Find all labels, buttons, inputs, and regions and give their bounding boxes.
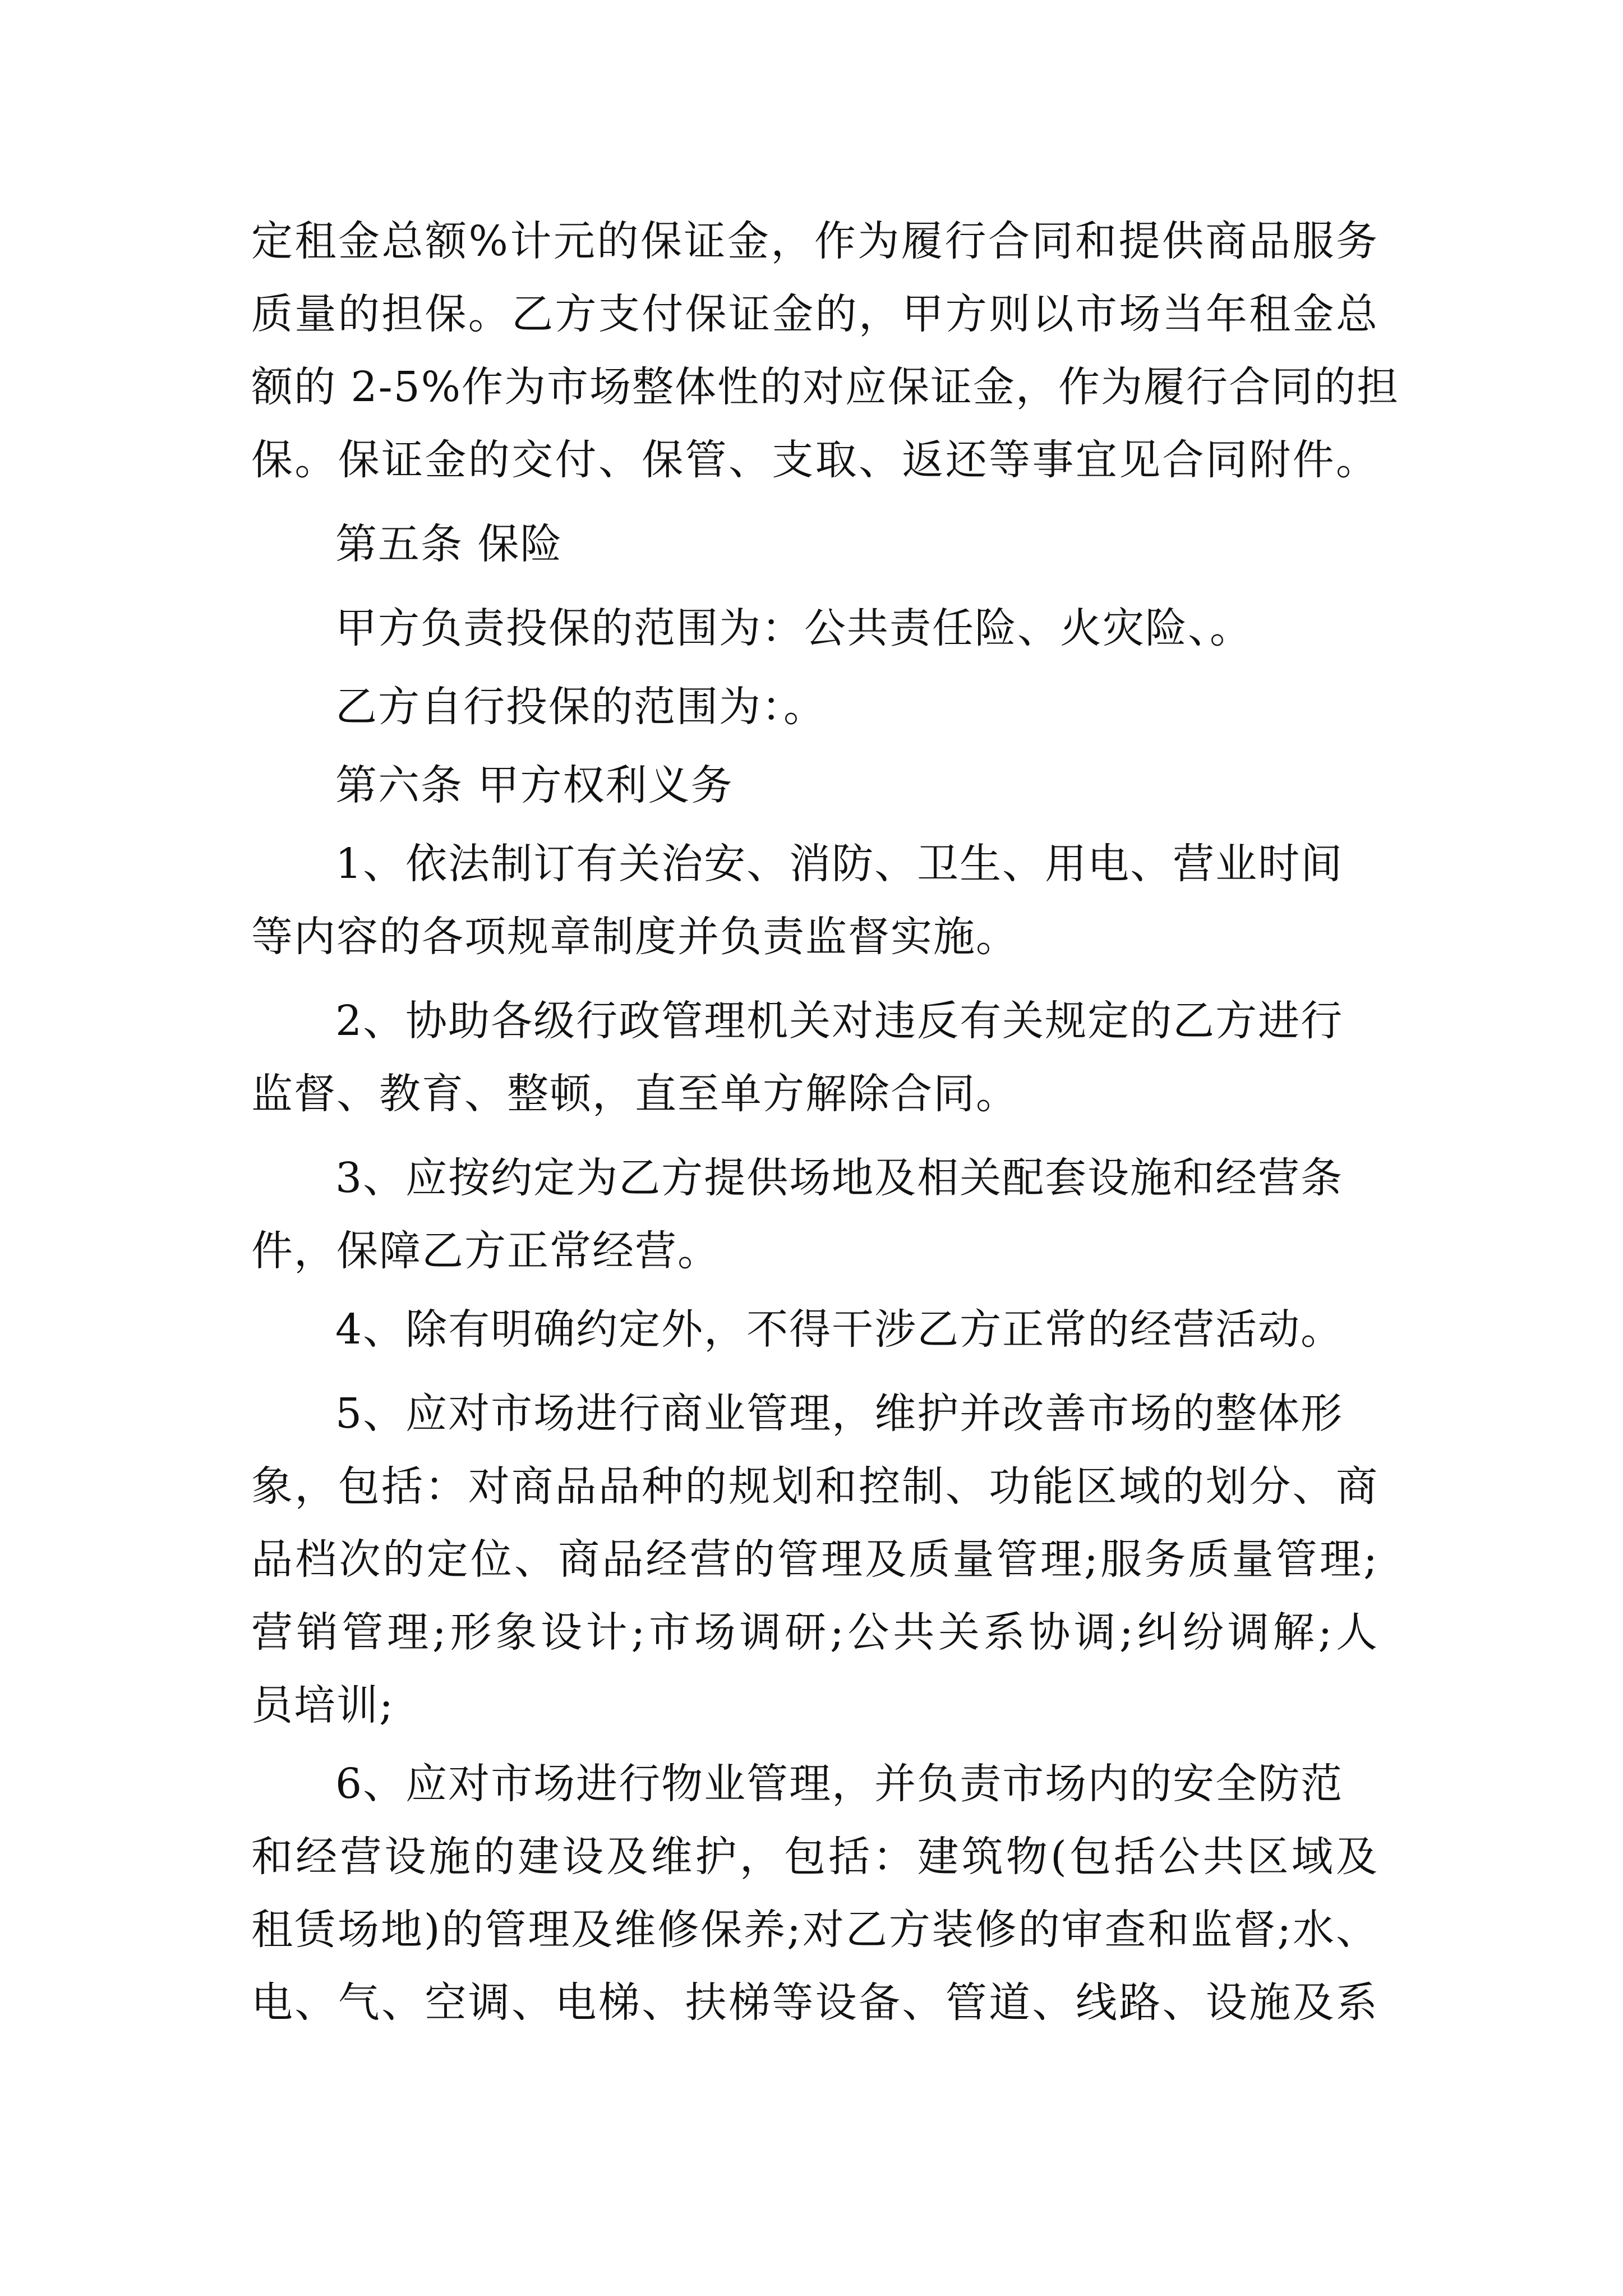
text-line: 象，包括：对商品品种的规划和控制、功能区域的划分、商 (251, 1462, 1378, 1511)
text-line: 3、应按约定为乙方提供场地及相关配套设施和经营条 (335, 1154, 1344, 1202)
section-heading: 第六条 甲方权利义务 (335, 761, 734, 809)
text-line: 电、气、空调、电梯、扶梯等设备、管道、线路、设施及系 (251, 1978, 1378, 2027)
text-line: 保。保证金的交付、保管、支取、返还等事宜见合同附件。 (251, 436, 1378, 484)
text-line: 6、应对市场进行物业管理，并负责市场内的安全防范 (335, 1760, 1344, 1808)
text-line: 和经营设施的建设及维护，包括：建筑物(包括公共区域及 (251, 1833, 1378, 1881)
text-line: 等内容的各项规章制度并负责监督实施。 (251, 913, 1018, 961)
text-line: 额的 2-5%作为市场整体性的对应保证金，作为履行合同的担 (251, 363, 1399, 411)
text-line: 甲方负责投保的范围为：公共责任险、火灾险、。 (335, 604, 1252, 652)
section-heading: 第五条 保险 (335, 520, 563, 568)
text-line: 乙方自行投保的范围为：。 (335, 683, 826, 731)
text-line: 4、除有明确约定外，不得干涉乙方正常的经营活动。 (335, 1305, 1344, 1354)
text-line: 监督、教育、整顿，直至单方解除合同。 (251, 1070, 1018, 1118)
text-line: 品档次的定位、商品经营的管理及质量管理;服务质量管理; (251, 1535, 1378, 1584)
text-line: 2、协助各级行政管理机关对违反有关规定的乙方进行 (335, 997, 1344, 1045)
text-line: 1、依法制订有关治安、消防、卫生、用电、营业时间 (335, 840, 1344, 888)
text-line: 5、应对市场进行商业管理，维护并改善市场的整体形 (335, 1389, 1344, 1438)
text-line: 定租金总额%计元的保证金，作为履行合同和提供商品服务 (251, 217, 1378, 265)
text-line: 件，保障乙方正常经营。 (251, 1227, 720, 1275)
text-line: 营销管理;形象设计;市场调研;公共关系协调;纠纷调解;人 (251, 1608, 1378, 1657)
text-line: 租赁场地)的管理及维修保养;对乙方装修的审查和监督;水、 (251, 1906, 1378, 1954)
text-line: 员培训; (251, 1681, 394, 1729)
text-line: 质量的担保。乙方支付保证金的，甲方则以市场当年租金总 (251, 290, 1378, 338)
